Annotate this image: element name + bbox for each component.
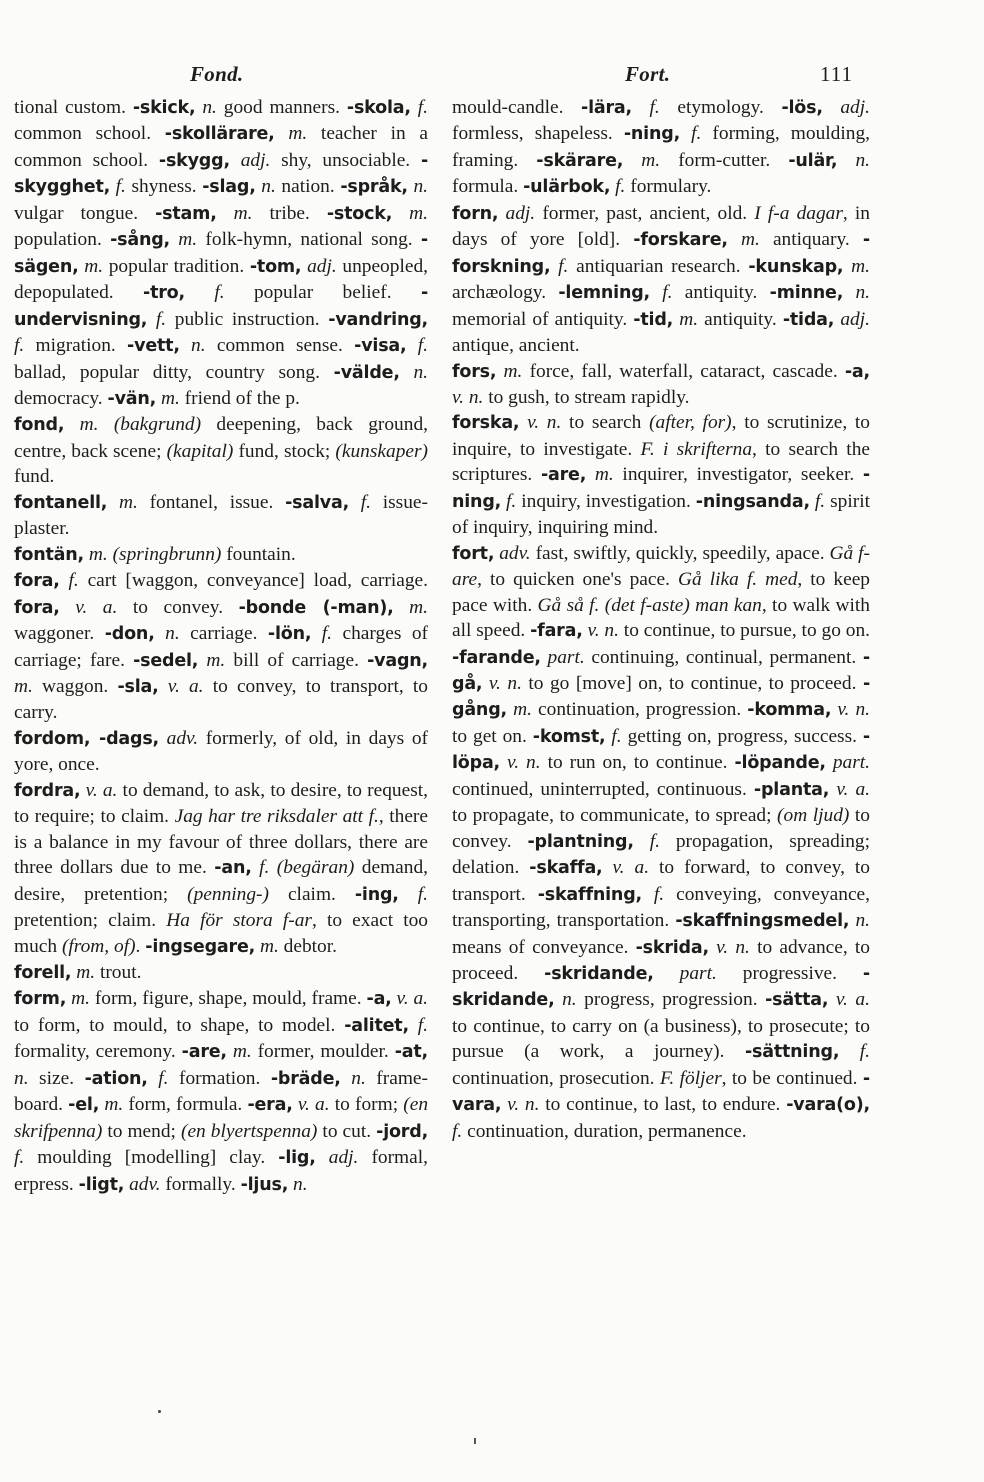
dictionary-entry: fontän, m. (springbrunn) fountain. — [14, 543, 296, 565]
dictionary-entry: mould-candle. -lära, f. etymology. -lös, adj. formless, shapeless. -ning, f. forming, moulding, framing. -skärare, m. form-cutter. -ulär, n. formula. -ulärbok, f. formulary. — [452, 97, 870, 198]
dictionary-entry: fond, m. (bakgrund) deepening, back ground, centre, back scene; (kapital) fund, stock; (kunskaper) fund. — [14, 414, 428, 488]
dictionary-entry: tional custom. -skick, n. good manners. -skola, f. common school. -skollärare, m. teacher in a common school. -skygg, adj. shy, unsociable. -skygghet, f. shyness. -slag, n. nation. -språk, n. vulgar tongue. -stam, m. tribe. -stock, m. population. -sång, m. folk-hymn, national song. -sägen, m. popular tradition. -tom, adj. unpeopled, depopulated. -tro, f. popular belief. -undervisning, f. public instruction. -vandring, f. migration. -vett, n. common sense. -visa, f. ballad, popular ditty, country song. -välde, n. democracy. -vän, m. friend of the p. — [14, 97, 429, 409]
page-number: 111 — [820, 62, 853, 86]
dictionary-entry: fort, adv. fast, swiftly, quickly, speedily, apace. Gå f-are, to quicken one's pace. Gå lika f. med, to keep pace with. Gå så f. (det f-aste) man kan, to walk with all speed. -fara, v. n. to continue, to pursue, to go on. -farande, part. continuing, continual, permanent. -gå, v. n. to go [move] on, to continue, to proceed. -gång, m. continuation, progression. -komma, v. n. to get on. -komst, f. getting on, progress, success. -löpa, v. n. to run on, to continue. -löpande, part. continued, uninterrupted, continuous. -planta, v. a. to propagate, to communicate, to spread; (om ljud) to convey. -plantning, f. propagation, spreading; delation. -skaffa, v. a. to forward, to convey, to transport. -skaffning, f. conveying, conveyance, transporting, transportation. -skaffningsmedel, n. means of conveyance. -skrida, v. n. to advance, to proceed. -skridande, part. progressive. -skridande, n. progress, progression. -sätta, v. a. to continue, to carry on (a business), to prosecute; to pursue (a work, a journey). -sättning, f. continuation, prosecution. F. följer, to be continued. -vara, v. n. to continue, to last, to endure. -vara(o), f. continuation, duration, permanence. — [452, 542, 871, 1142]
dictionary-entry: forell, m. trout. — [14, 961, 142, 983]
left-column — [14, 95, 428, 1198]
left-guide-word: Fond. — [190, 62, 244, 86]
print-speck — [158, 1410, 161, 1413]
dictionary-entry: forska, v. n. to search (after, for), to scrutinize, to inquire, to investigate. F. i skrifterna, to search the scriptures. -are, m. inquirer, investigator, seeker. -ning, f. inquiry, investigation. -ningsanda, f. spirit of inquiry, inquiring mind. — [452, 412, 870, 539]
right-column — [452, 95, 870, 1144]
print-speck — [474, 1438, 476, 1444]
dictionary-entry: form, m. form, figure, shape, mould, frame. -a, v. a. to form, to mould, to shape, to model. -alitet, f. formality, ceremony. -are, m. former, moulder. -at, n. size. -ation, f. formation. -bräde, n. frame-board. -el, m. form, formula. -era, v. a. to form; (en skrifpenna) to mend; (en blyertspenna) to cut. -jord, f. moulding [modelling] clay. -lig, adj. formal, erpress. -ligt, adv. formally. -ljus, n. — [14, 988, 429, 1195]
dictionary-entry: forn, adj. former, past, ancient, old. I f-a dagar, in days of yore [old]. -forskare, m. antiquary. -forskning, f. antiquarian research. -kunskap, m. archæology. -lemning, f. antiquity. -minne, n. memorial of antiquity. -tid, m. antiquity. -tida, adj. antique, ancient. — [452, 202, 870, 357]
dictionary-entry: fors, m. force, fall, waterfall, cataract, cascade. -a, v. n. to gush, to stream rapidly. — [452, 360, 870, 408]
right-guide-word: Fort. — [625, 62, 671, 86]
dictionary-entry: fora, f. cart [waggon, conveyance] load, carriage. fora, v. a. to convey. -bonde (-man), m. waggoner. -don, n. carriage. -lön, f. charges of carriage; fare. -sedel, m. bill of carriage. -vagn, m. waggon. -sla, v. a. to convey, to transport, to carry. — [14, 570, 429, 724]
dictionary-entry: fordra, v. a. to demand, to ask, to desire, to request, to require; to claim. Jag har tre riksdaler att f., there is a balance in my favour of three dollars, there are three dollars due to me. -an, f. (begäran) demand, desire, pretention; (penning-) claim. -ing, f. pretention; claim. Ha för stora f-ar, to exact too much (from, of). -ingsegare, m. debtor. — [14, 779, 429, 957]
dictionary-entry: fontanell, m. fontanel, issue. -salva, f. issue-plaster. — [14, 491, 428, 540]
dictionary-entry: fordom, -dags, adv. formerly, of old, in days of yore, once. — [14, 727, 428, 776]
